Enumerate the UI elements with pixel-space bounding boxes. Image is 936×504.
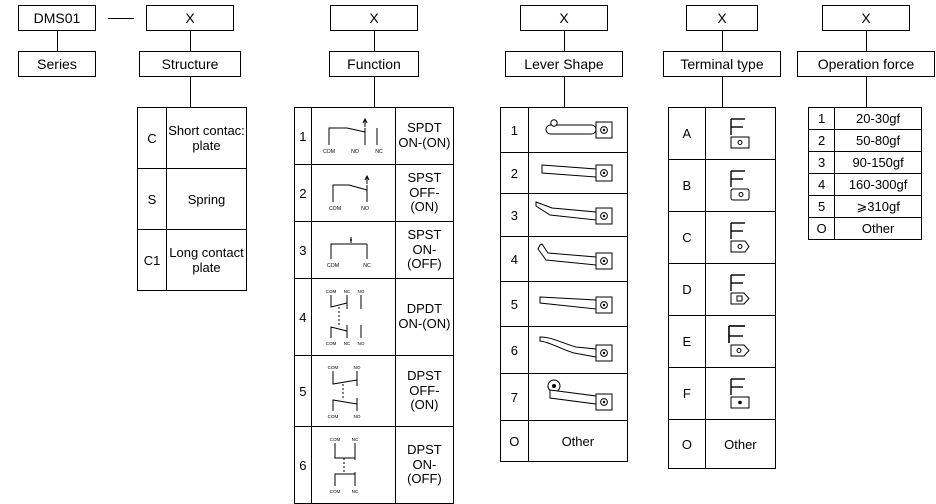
lever-icon-1 xyxy=(528,108,627,153)
structure-vertical-connector xyxy=(190,31,191,51)
table-row xyxy=(295,108,454,165)
svg-text:COM: COM xyxy=(329,489,341,494)
function-vertical-connector xyxy=(374,31,375,51)
lever-shape-table xyxy=(500,107,628,462)
function-label-bottom: ON-(ON) xyxy=(398,316,451,331)
operation-force-desc-cell: Other xyxy=(835,218,922,240)
terminal-vertical-connector xyxy=(722,31,723,51)
function-label-bottom: ON-(OFF) xyxy=(407,456,442,487)
terminal-code-cell: O xyxy=(669,420,706,469)
operation-force-desc-cell: 20-30gf xyxy=(835,108,922,130)
series-structure-connector xyxy=(108,18,134,19)
structure-label: Structure xyxy=(161,56,219,72)
structure-code-cell: C1 xyxy=(138,230,167,291)
function-table xyxy=(294,107,454,504)
operation-force-code: X xyxy=(861,10,871,26)
function-label-top: DPST xyxy=(407,367,442,383)
operation-force-table-connector xyxy=(866,77,867,107)
table-row xyxy=(809,152,922,174)
table-row xyxy=(809,108,922,130)
function-code-cell: 5 xyxy=(295,356,312,427)
table-row xyxy=(138,230,247,291)
lever-code-cell: 2 xyxy=(501,153,529,194)
svg-text:NO: NO xyxy=(357,341,365,346)
function-label-bottom: OFF-(ON) xyxy=(409,184,440,215)
operation-force-code-cell: 4 xyxy=(809,174,835,196)
lever-code-cell: 6 xyxy=(501,327,529,374)
operation-force-code-cell: 5 xyxy=(809,196,835,218)
table-row xyxy=(669,264,776,316)
table-row xyxy=(501,374,628,421)
table-row xyxy=(669,316,776,368)
structure-code-box xyxy=(146,5,234,31)
function-code-box xyxy=(330,5,418,31)
operation-force-code-box xyxy=(822,5,910,31)
function-label-bottom: ON-(ON) xyxy=(398,135,451,150)
table-row xyxy=(295,427,454,504)
function-code-cell: 6 xyxy=(295,427,312,504)
table-row xyxy=(295,222,454,279)
operation-force-desc-cell: 90-150gf xyxy=(835,152,922,174)
svg-text:COM: COM xyxy=(325,341,337,346)
lever-table-connector xyxy=(564,77,565,107)
function-table-connector xyxy=(374,77,375,107)
terminal-table-connector xyxy=(722,77,723,107)
svg-text:COM: COM xyxy=(329,437,341,442)
terminal-icon-f xyxy=(705,368,775,420)
lever-icon-7 xyxy=(528,374,627,421)
function-label-cell xyxy=(395,165,453,222)
function-label-bottom: ON-(OFF) xyxy=(407,241,442,272)
svg-text:NO: NO xyxy=(357,289,365,294)
operation-force-code-cell: 2 xyxy=(809,130,835,152)
series-code: DMS01 xyxy=(33,10,81,26)
table-row xyxy=(669,160,776,212)
terminal-type-table xyxy=(668,107,776,469)
function-symbol-spst-off-on xyxy=(311,165,395,222)
function-label-cell xyxy=(395,222,453,279)
svg-text:NO: NO xyxy=(353,414,361,419)
table-row xyxy=(809,174,922,196)
function-symbol-dpdt xyxy=(311,279,395,356)
function-symbol-dpst-off-on xyxy=(311,356,395,427)
table-row xyxy=(669,212,776,264)
svg-text:COM: COM xyxy=(327,365,339,370)
lever-icon-4 xyxy=(528,237,627,282)
terminal-code-cell: F xyxy=(669,368,706,420)
terminal-code-cell: A xyxy=(669,108,706,160)
series-code-box xyxy=(18,5,96,31)
terminal-icon-b xyxy=(705,160,775,212)
svg-text:NC: NC xyxy=(375,149,384,155)
function-code-cell: 3 xyxy=(295,222,312,279)
lever-icon-2 xyxy=(528,153,627,194)
lever-code-cell: 1 xyxy=(501,108,529,153)
function-label-cell xyxy=(395,108,453,165)
svg-text:NO: NO xyxy=(361,206,370,212)
table-row xyxy=(669,108,776,160)
structure-code-cell: S xyxy=(138,169,167,230)
table-row xyxy=(138,169,247,230)
lever-icon-5 xyxy=(528,282,627,327)
table-row xyxy=(138,108,247,169)
operation-force-table xyxy=(808,107,922,240)
lever-code-cell: 4 xyxy=(501,237,529,282)
lever-shape-code-box xyxy=(520,5,608,31)
terminal-type-code-box xyxy=(686,5,758,31)
terminal-code-cell: B xyxy=(669,160,706,212)
table-row xyxy=(295,165,454,222)
operation-force-vertical-connector xyxy=(866,31,867,51)
structure-label-box xyxy=(139,51,241,77)
structure-desc-cell: Short contac: plate xyxy=(167,108,247,169)
lever-code-cell: 5 xyxy=(501,282,529,327)
operation-force-label: Operation force xyxy=(817,56,915,72)
svg-text:COM: COM xyxy=(325,289,337,294)
lever-shape-label-box xyxy=(505,51,623,77)
svg-text:COM: COM xyxy=(327,414,339,419)
operation-force-desc-cell: ⩾310gf xyxy=(835,196,922,218)
table-row xyxy=(501,194,628,237)
operation-force-desc-cell: 160-300gf xyxy=(835,174,922,196)
terminal-icon-a xyxy=(705,108,775,160)
function-symbol-spdt xyxy=(311,108,395,165)
series-label-box xyxy=(18,51,96,77)
function-symbol-dpst-on-off xyxy=(311,427,395,504)
svg-text:NC: NC xyxy=(351,437,359,442)
terminal-type-code: X xyxy=(717,10,727,26)
svg-text:NO: NO xyxy=(351,149,360,155)
operation-force-code-cell: 3 xyxy=(809,152,835,174)
table-row xyxy=(501,108,628,153)
function-label-top: DPDT xyxy=(406,301,443,317)
function-label-box xyxy=(329,51,419,77)
terminal-other-label: Other xyxy=(705,420,775,469)
function-label: Function xyxy=(347,56,401,72)
function-label-top: SPDT xyxy=(407,120,442,136)
svg-text:NC: NC xyxy=(343,289,351,294)
structure-table-connector xyxy=(190,77,191,107)
table-row xyxy=(501,327,628,374)
function-label-top: SPST xyxy=(407,169,442,185)
table-row xyxy=(669,420,776,469)
function-label-cell xyxy=(395,356,453,427)
operation-force-code-cell: O xyxy=(809,218,835,240)
lever-code-cell: 7 xyxy=(501,374,529,421)
svg-text:COM: COM xyxy=(323,149,336,155)
structure-table xyxy=(137,107,247,291)
svg-text:NC: NC xyxy=(363,263,372,269)
lever-icon-3 xyxy=(528,194,627,237)
table-row xyxy=(501,237,628,282)
lever-icon-6 xyxy=(528,327,627,374)
svg-text:NO: NO xyxy=(353,365,361,370)
svg-text:COM: COM xyxy=(329,206,342,212)
table-row xyxy=(295,356,454,427)
function-code-cell: 2 xyxy=(295,165,312,222)
table-row xyxy=(501,153,628,194)
table-row xyxy=(501,421,628,462)
svg-text:COM: COM xyxy=(327,263,340,269)
terminal-code-cell: D xyxy=(669,264,706,316)
table-row xyxy=(669,368,776,420)
function-label-bottom: OFF-(ON) xyxy=(409,382,440,413)
table-row xyxy=(501,282,628,327)
terminal-type-label-box xyxy=(663,51,781,77)
structure-code: X xyxy=(185,10,195,26)
function-label-top: SPST xyxy=(407,226,442,242)
function-code-cell: 1 xyxy=(295,108,312,165)
structure-desc-cell: Long contact plate xyxy=(167,230,247,291)
function-label-cell xyxy=(395,427,453,504)
series-label: Series xyxy=(37,56,77,72)
terminal-icon-d xyxy=(705,264,775,316)
terminal-code-cell: E xyxy=(669,316,706,368)
table-row xyxy=(295,279,454,356)
lever-code-cell: 3 xyxy=(501,194,529,237)
lever-code-cell: O xyxy=(501,421,529,462)
lever-other-label: Other xyxy=(528,421,627,462)
table-row xyxy=(809,130,922,152)
svg-text:NC: NC xyxy=(351,489,359,494)
terminal-code-cell: C xyxy=(669,212,706,264)
function-label-cell xyxy=(395,279,453,356)
lever-shape-label: Lever Shape xyxy=(524,56,604,72)
lever-shape-code: X xyxy=(559,10,569,26)
terminal-icon-e xyxy=(705,316,775,368)
series-vertical-connector xyxy=(57,31,58,51)
operation-force-code-cell: 1 xyxy=(809,108,835,130)
table-row xyxy=(809,196,922,218)
svg-text:NC: NC xyxy=(343,341,351,346)
structure-desc-cell: Spring xyxy=(167,169,247,230)
function-code-cell: 4 xyxy=(295,279,312,356)
operation-force-desc-cell: 50-80gf xyxy=(835,130,922,152)
terminal-icon-c xyxy=(705,212,775,264)
terminal-type-label: Terminal type xyxy=(680,56,764,72)
function-symbol-spst-on-off xyxy=(311,222,395,279)
function-code: X xyxy=(369,10,379,26)
operation-force-label-box xyxy=(797,51,935,77)
lever-vertical-connector xyxy=(564,31,565,51)
table-row xyxy=(809,218,922,240)
function-label-top: DPST xyxy=(407,441,442,457)
structure-code-cell: C xyxy=(138,108,167,169)
